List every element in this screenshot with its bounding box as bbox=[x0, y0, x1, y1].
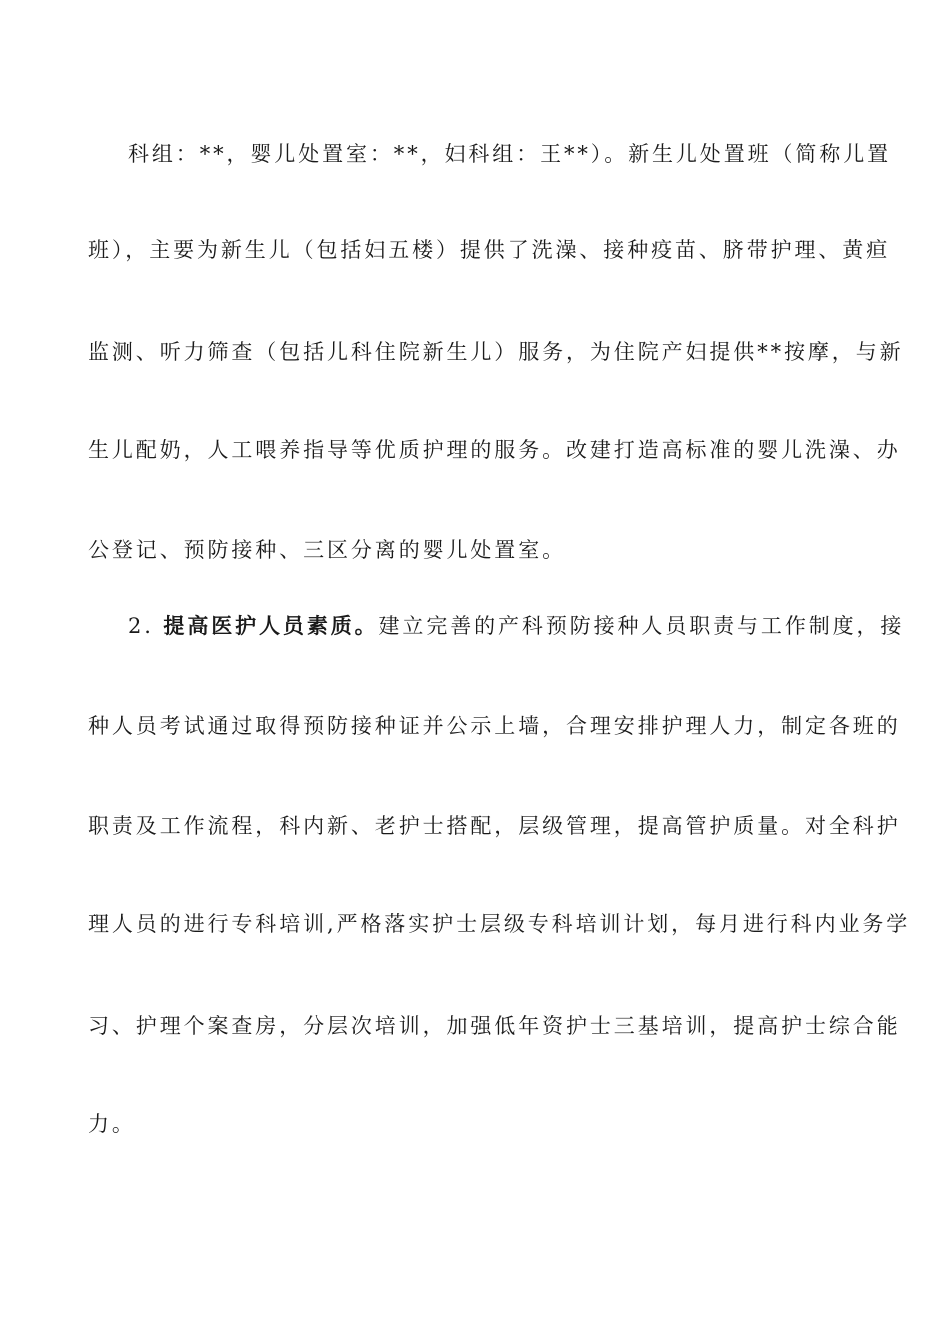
paragraph2-line-4: 理人员的进行专科培训,严格落实护士层级专科培训计划，每月进行科内业务学 bbox=[88, 912, 911, 936]
paragraph1-line-3: 监测、听力筛查（包括儿科住院新生儿）服务，为住院产妇提供**按摩，与新 bbox=[88, 340, 904, 364]
paragraph1-line-5: 公登记、预防接种、三区分离的婴儿处置室。 bbox=[88, 538, 566, 562]
paragraph2-line-2: 种人员考试通过取得预防接种证并公示上墙，合理安排护理人力，制定各班的 bbox=[88, 714, 901, 738]
list-number: 2. bbox=[128, 614, 154, 638]
paragraph1-line-2: 班），主要为新生儿（包括妇五楼）提供了洗澡、接种疫苗、脐带护理、黄疸 bbox=[88, 238, 891, 262]
paragraph1-line-4: 生儿配奶，人工喂养指导等优质护理的服务。改建打造高标准的婴儿洗澡、办 bbox=[88, 438, 901, 462]
paragraph1-line-1: 科组：**，婴儿处置室：**，妇科组：王**）。新生儿处置班（简称儿置 bbox=[128, 142, 891, 166]
section-heading: 提高医护人员素质。 bbox=[163, 613, 379, 638]
paragraph2-line-3: 职责及工作流程，科内新、老护士搭配，层级管理，提高管护质量。对全科护 bbox=[88, 814, 901, 838]
paragraph2-line-1-text: 建立完善的产科预防接种人员职责与工作制度，接 bbox=[378, 614, 905, 638]
paragraph2-line-6: 力。 bbox=[88, 1112, 136, 1136]
paragraph2-line-5: 习、护理个案查房，分层次培训，加强低年资护士三基培训，提高护士综合能 bbox=[88, 1014, 901, 1038]
paragraph2-line-1 bbox=[128, 612, 904, 640]
